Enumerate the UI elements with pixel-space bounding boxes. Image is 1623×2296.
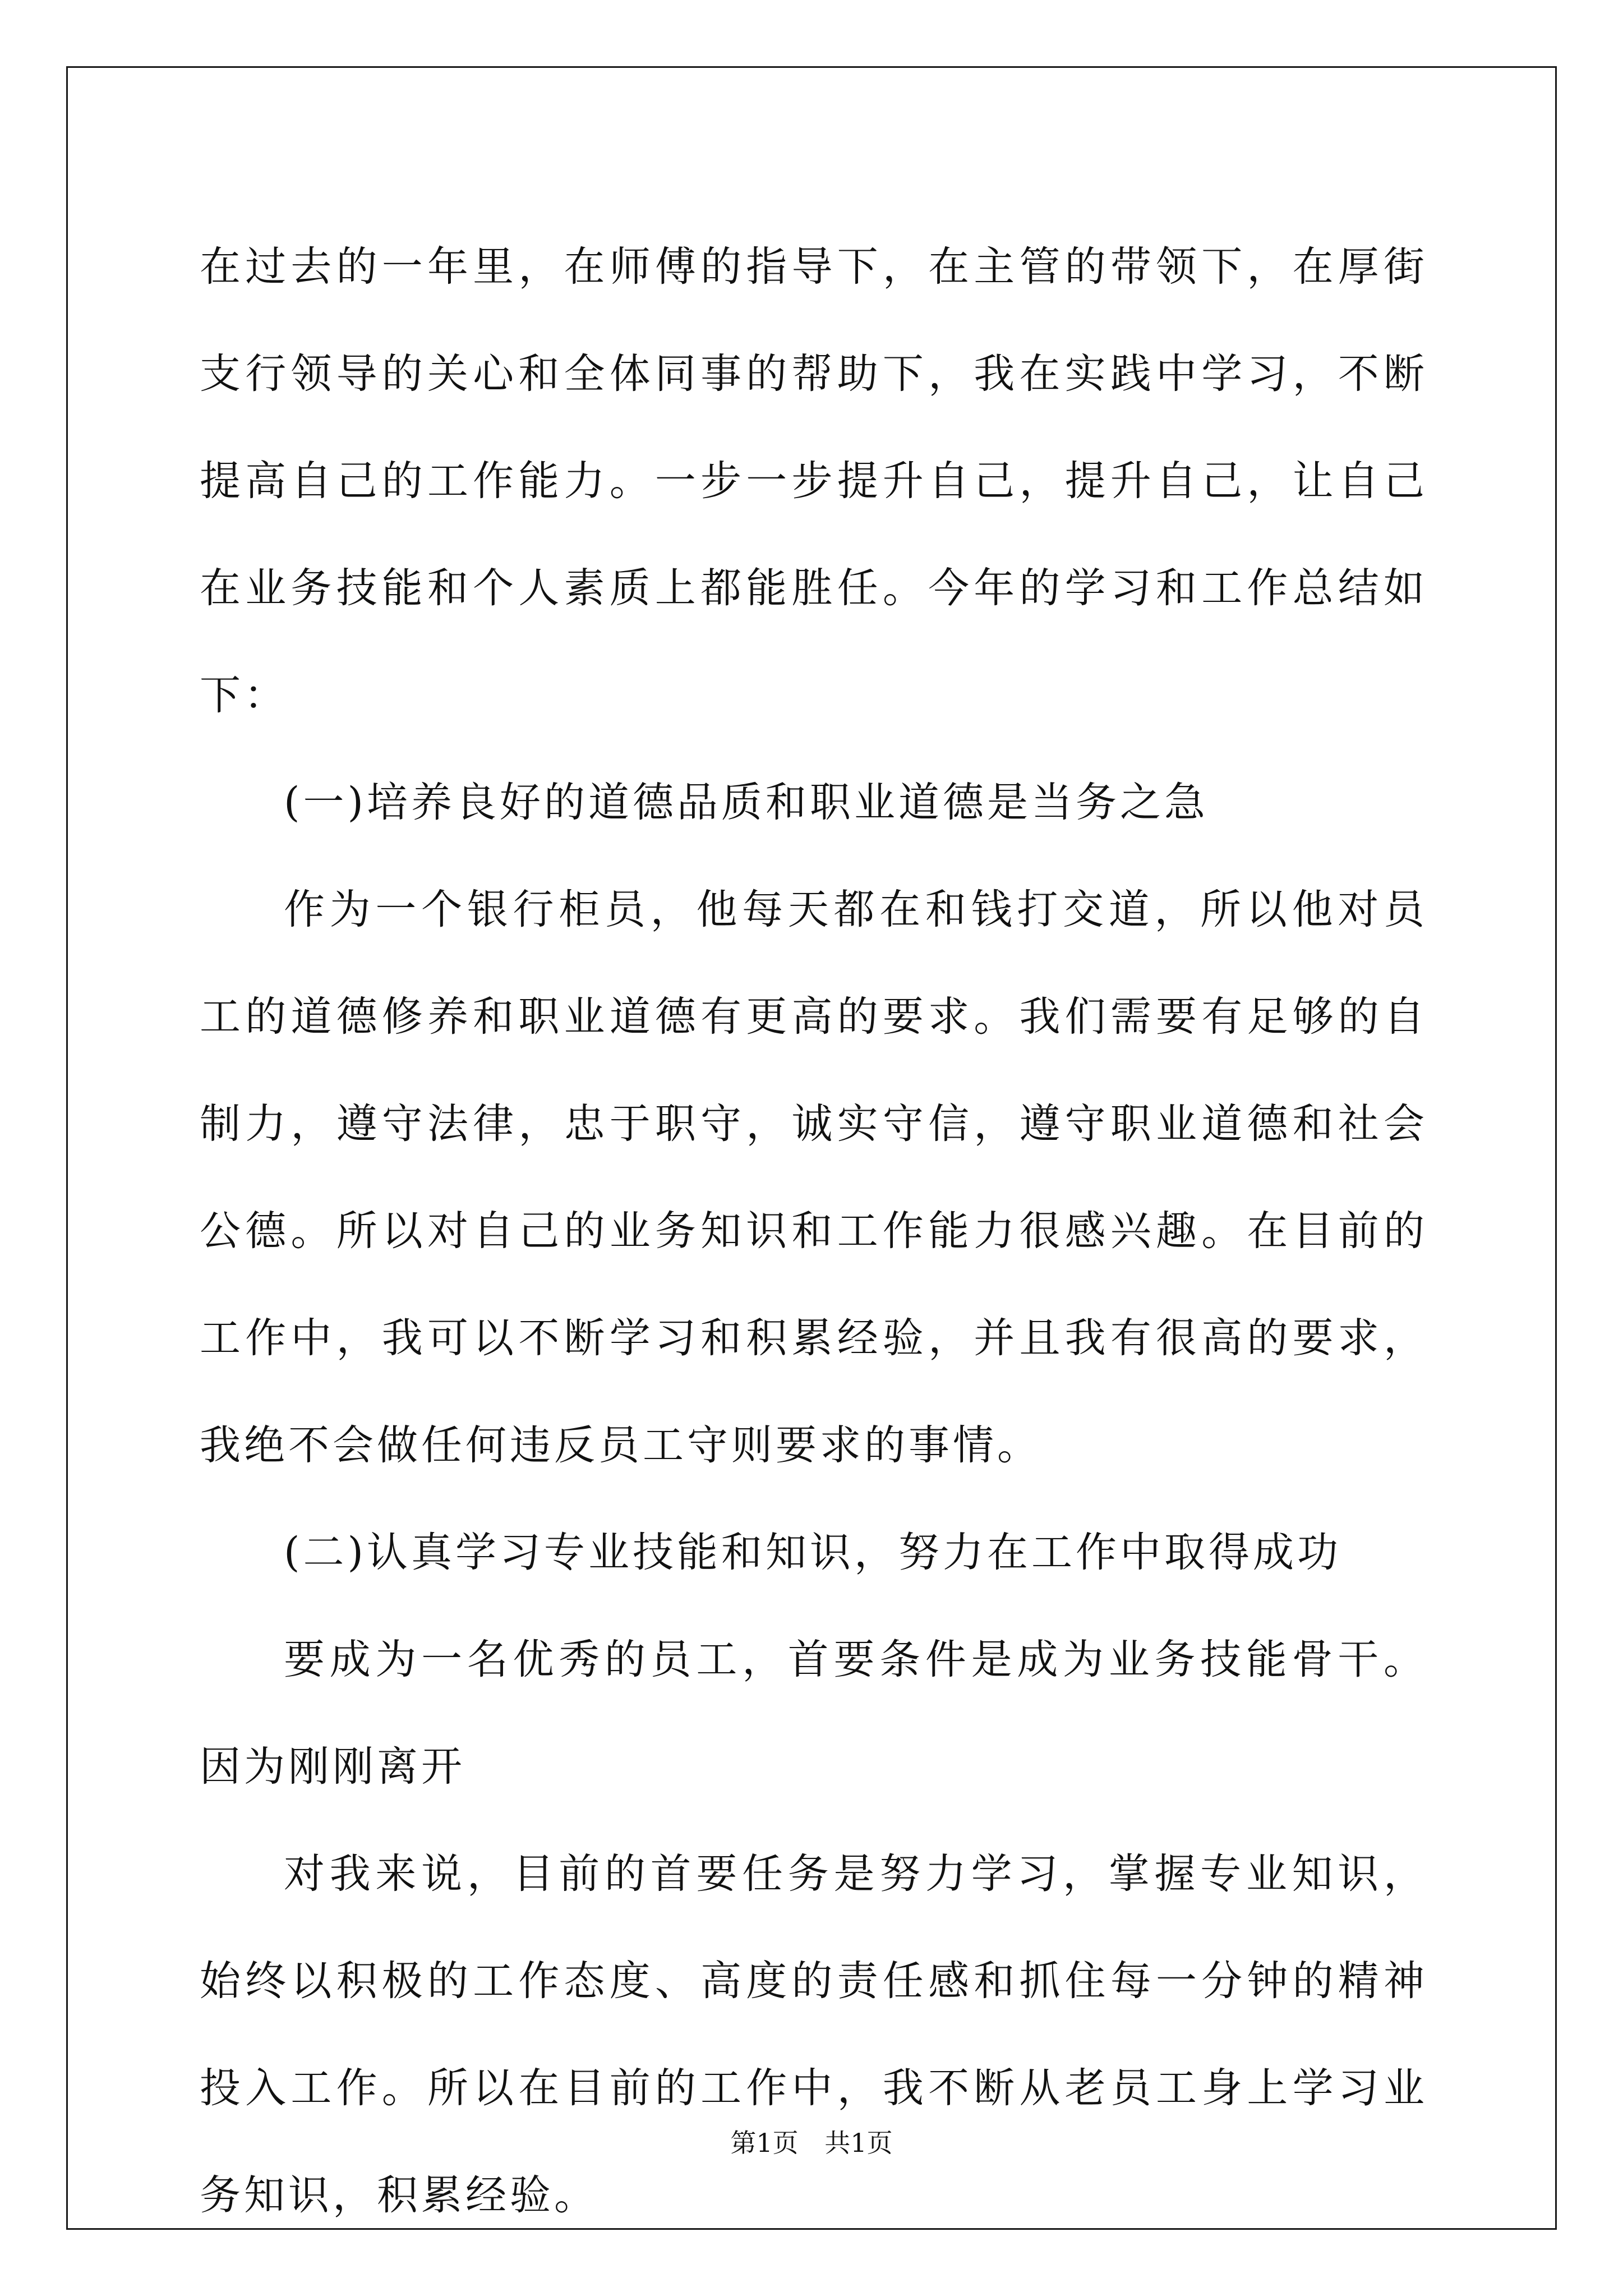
paragraph-body-1: 作为一个银行柜员，他每天都在和钱打交道，所以他对员工的道德修养和职业道德有更高的要求。我们需要有足够的自制力，遵守法律，忠于职守，诚实守信，遵守职业道德和社会公德。所以对自己的业务知识和工作能力很感兴趣。在目前的工作中，我可以不断学习和积累经验，并且我有很高的要求，我绝不会做任何违反员工守则要求的事情。 xyxy=(200,886,1428,1469)
paragraph-intro: 在过去的一年里，在师傅的指导下，在主管的带领下，在厚街支行领导的关心和全体同事的帮助下，我在实践中学习，不断提高自己的工作能力。一步一步提升自己，提升自己，让自己在业务技能和个人素质上都能胜任。今年的学习和工作总结如下： xyxy=(200,243,1428,719)
document-body xyxy=(200,213,1428,2249)
paragraph-body-3: 对我来说，目前的首要任务是努力学习，掌握专业知识，始终以积极的工作态度、高度的责任感和抓住每一分钟的精神投入工作。所以在目前的工作中，我不断从老员工身上学习业务知识，积累经验。 xyxy=(200,1850,1428,2219)
page-total: 共1页 xyxy=(824,2128,893,2158)
section-heading-1: (一)培养良好的道德品质和职业道德是当务之急 xyxy=(284,779,1209,826)
section-heading-2: (二)认真学习专业技能和知识，努力在工作中取得成功 xyxy=(284,1529,1341,1576)
paragraph-body-2: 要成为一名优秀的员工，首要条件是成为业务技能骨干。因为刚刚离开 xyxy=(200,1636,1428,1791)
page-footer xyxy=(0,2126,1623,2160)
page-number: 第1页 xyxy=(730,2128,799,2158)
